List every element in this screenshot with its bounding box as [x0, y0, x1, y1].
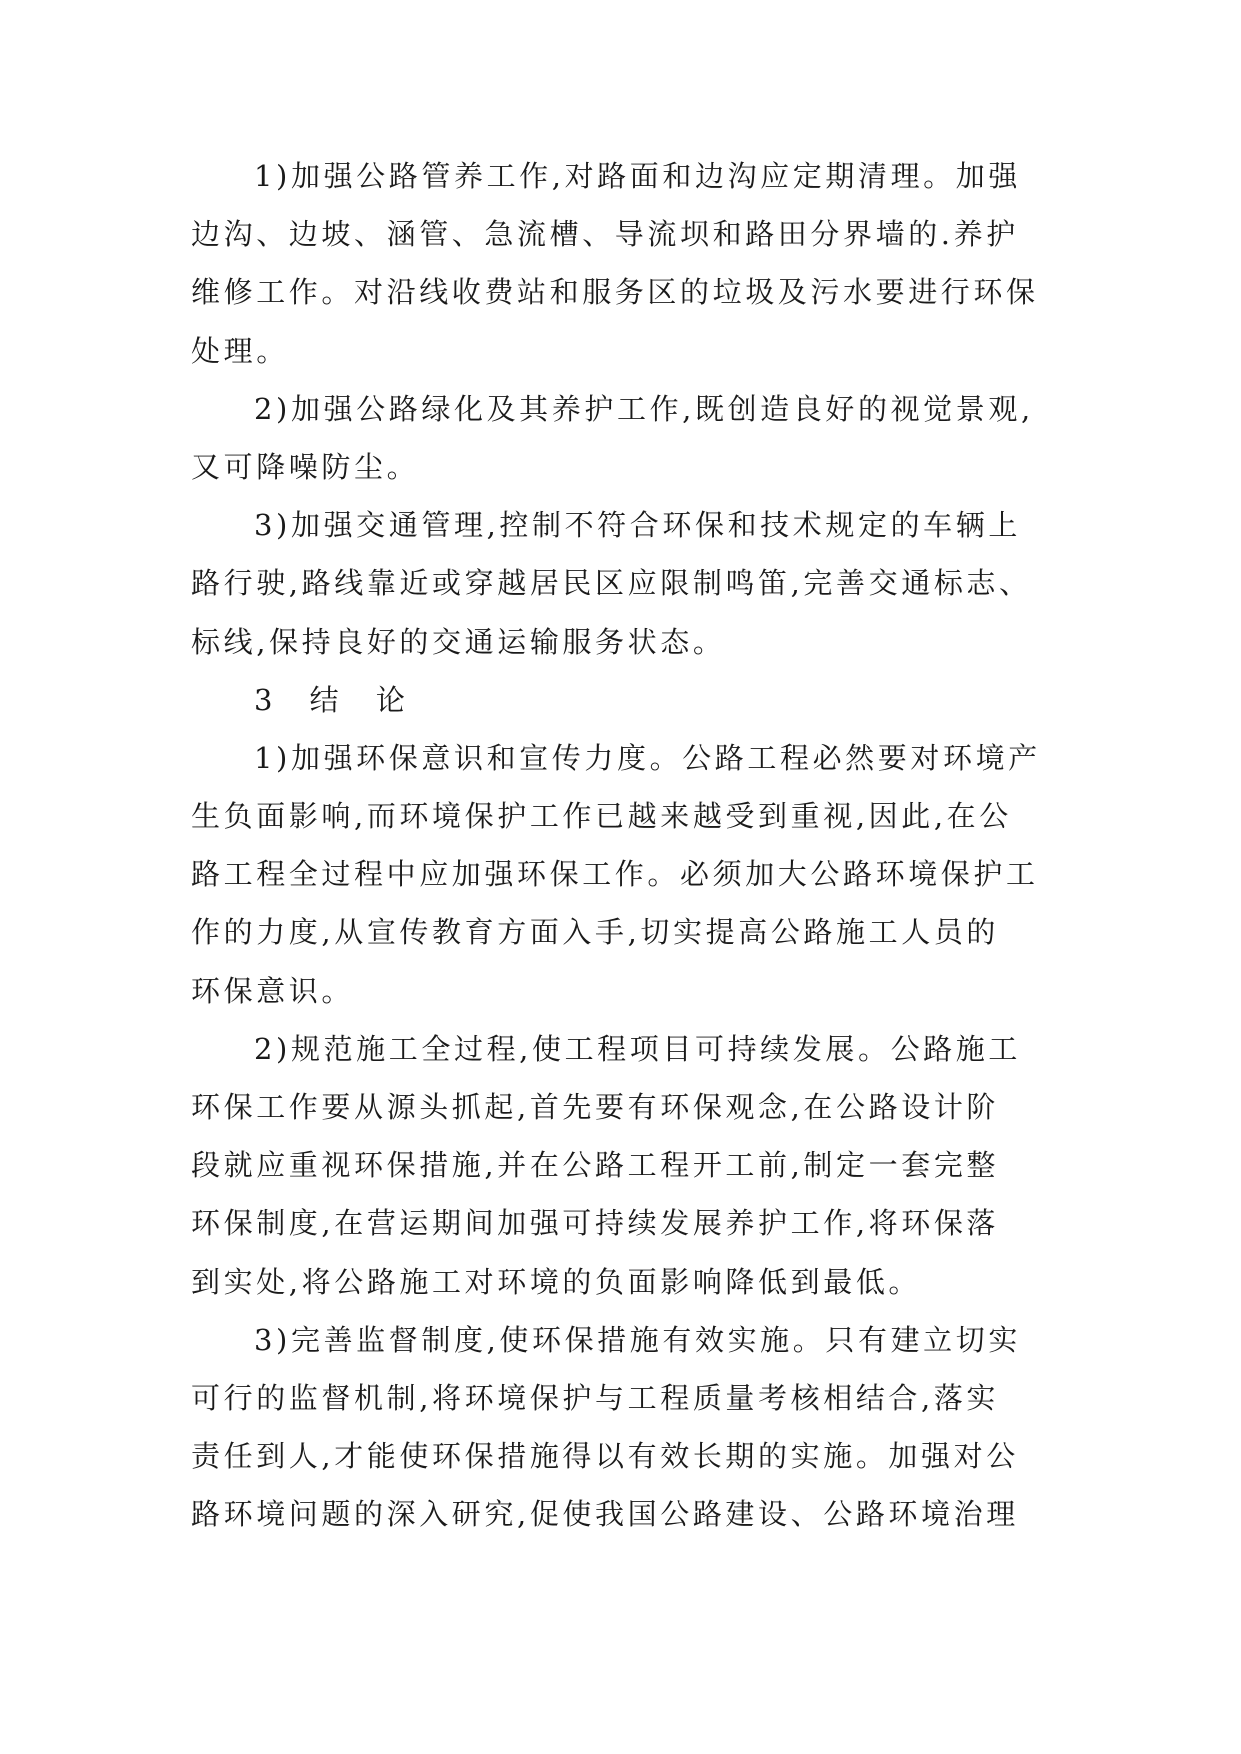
paragraph-line: 3)加强交通管理,控制不符合环保和技术规定的车辆上 — [254, 508, 1021, 543]
paragraph-line: 作的力度,从宣传教育方面入手,切实提高公路施工人员的 — [191, 915, 1000, 950]
paragraph-line: 1)加强环保意识和宣传力度。公路工程必然要对环境产 — [254, 740, 1041, 775]
document-body — [191, 157, 1051, 1554]
section-heading: 3 结 论 — [254, 682, 419, 717]
paragraph-line: 段就应重视环保措施,并在公路工程开工前,制定一套完整 — [191, 1148, 1000, 1183]
paragraph-line: 边沟、边坡、涵管、急流槽、导流坝和路田分界墙的.养护 — [191, 217, 1019, 252]
paragraph-line: 又可降噪防尘。 — [191, 449, 420, 484]
paragraph-line: 路环境问题的深入研究,促使我国公路建设、公路环境治理 — [191, 1497, 1019, 1532]
paragraph-line: 生负面影响,而环境保护工作已越来越受到重视,因此,在公 — [191, 799, 1012, 834]
paragraph-line: 处理。 — [191, 333, 289, 368]
paragraph-line: 可行的监督机制,将环境保护与工程质量考核相结合,落实 — [191, 1380, 1000, 1415]
paragraph-line: 3)完善监督制度,使环保措施有效实施。只有建立切实 — [254, 1322, 1021, 1357]
paragraph-line: 到实处,将公路施工对环境的负面影响降低到最低。 — [191, 1264, 922, 1299]
paragraph-line: 标线,保持良好的交通运输服务状态。 — [191, 624, 726, 659]
paragraph-line: 责任到人,才能使环保措施得以有效长期的实施。加强对公 — [191, 1439, 1019, 1474]
paragraph-line: 路行驶,路线靠近或穿越居民区应限制鸣笛,完善交通标志、 — [191, 566, 1032, 601]
paragraph-line: 环保工作要从源头抓起,首先要有环保观念,在公路设计阶 — [191, 1090, 1000, 1124]
paragraph-line: 维修工作。对沿线收费站和服务区的垃圾及污水要进行环保 — [191, 275, 1039, 310]
paragraph-line: 路工程全过程中应加强环保工作。必须加大公路环境保护工 — [191, 857, 1039, 892]
paragraph-line: 环保制度,在营运期间加强可持续发展养护工作,将环保落 — [191, 1206, 1000, 1241]
paragraph-line: 2)规范施工全过程,使工程项目可持续发展。公路施工 — [254, 1031, 1021, 1066]
paragraph-line: 1)加强公路管养工作,对路面和边沟应定期清理。加强 — [254, 159, 1021, 193]
paragraph-line: 2)加强公路绿化及其养护工作,既创造良好的视觉景观, — [254, 391, 1034, 426]
paragraph-line: 环保意识。 — [191, 973, 355, 1008]
